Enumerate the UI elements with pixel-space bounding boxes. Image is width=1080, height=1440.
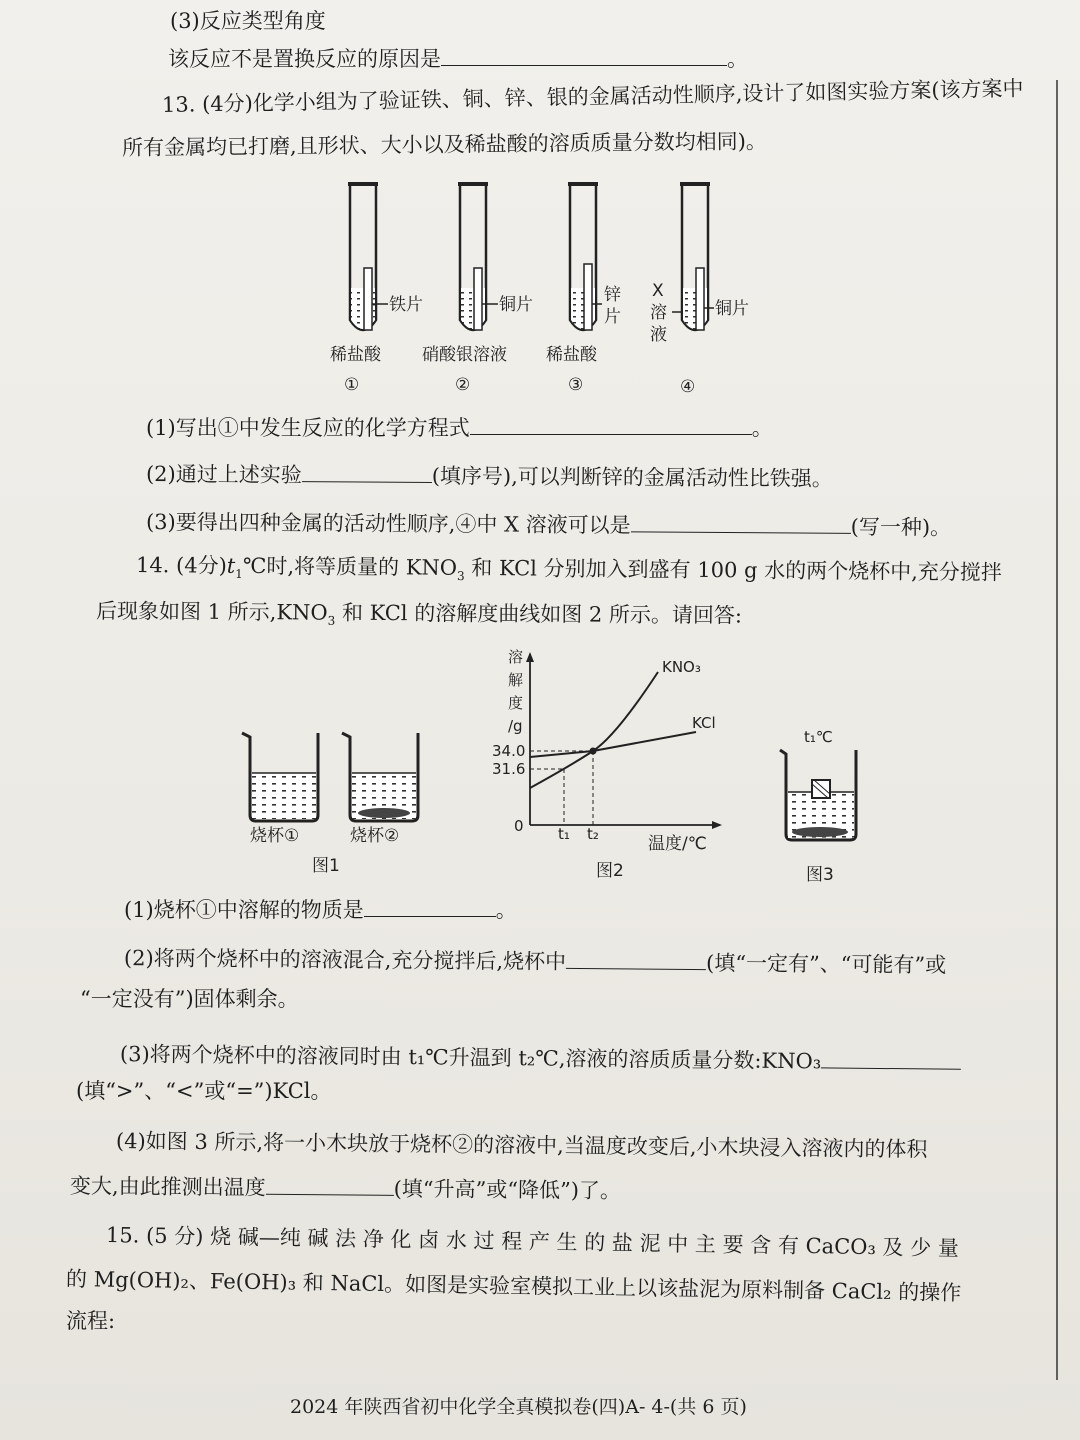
q14-stem-text-d: 和 KCl 的溶解度曲线如图 2 所示。请回答:: [335, 600, 743, 628]
fig1-caption: 图1: [312, 856, 340, 876]
answer-blank[interactable]: [821, 1047, 961, 1069]
q13-part3-text-a: (3)要得出四种金属的活动性顺序,④中 X 溶液可以是: [145, 510, 631, 538]
q14-part1-end: 。: [495, 898, 517, 922]
q14-part1-text: (1)烧杯①中溶解的物质是: [124, 898, 364, 922]
x-axis-arrow: [712, 821, 722, 829]
y-axis-arrow: [526, 652, 534, 662]
q14-part1: [124, 896, 517, 923]
page-footer: 2024 年陕西省初中化学全真模拟卷(四)A- 4-(共 6 页): [290, 1396, 747, 1418]
answer-blank[interactable]: [364, 896, 496, 917]
q14-stem-line2: 后现象如图 1 所示$,KNO_3$ 和 KCl 的溶解度曲线如图 2 所示。请回答:: [95, 599, 743, 628]
answer-blank[interactable]: [302, 461, 432, 483]
tube1-number: ①: [344, 375, 360, 395]
q14-stem-line1: 14. (4分)$t_1℃$时,将等质量的 $KNO_3$ 和 KCl 分别加入到盛有 100 g 水的两个烧杯中,充分搅拌: [135, 553, 1002, 585]
fig1-beakers: [230, 725, 440, 885]
q12-part3-text: 该反应不是置换反应的原因是: [168, 47, 441, 71]
intersection-point: [590, 748, 597, 755]
q13-part1-end: 。: [751, 416, 773, 440]
q14-stem-text-b: 和 KCl 分别加入到盛有 100 g 水的两个烧杯中,充分搅拌: [464, 555, 1002, 585]
tube4-solution-char1: X: [652, 281, 664, 301]
tube3-number: ③: [568, 375, 584, 395]
q13-part1: [146, 414, 773, 441]
q13-part2-text-a: (2)通过上述实验: [145, 462, 302, 488]
test-tube-3: [546, 182, 621, 395]
q14-part2-text-b: (填“一定有”、“可能有”或: [705, 951, 947, 978]
q14-part4: (4)如图 3 所示,将一小木块放于烧杯②的溶液中,当温度改变后,小木块浸入溶液内的体积: [115, 1129, 928, 1162]
q12-part3-end: 。: [727, 47, 748, 71]
tube2-metal-label: 铜片: [499, 295, 533, 315]
origin-label: 0: [514, 817, 524, 835]
wood-block: [812, 780, 830, 798]
fig2-caption: 图2: [596, 861, 624, 881]
x-axis-label: 温度/℃: [648, 834, 707, 854]
test-tube-1: [330, 182, 423, 395]
test-tube-2: [422, 182, 533, 395]
answer-blank[interactable]: [441, 45, 727, 66]
q12-part3-heading: (3)反应类型角度: [170, 9, 326, 33]
q14-stem-text-c: 后现象如图 1 所示,KNO: [95, 599, 328, 625]
x-tick-label: t₁: [558, 825, 570, 843]
q13-part3-text-b: (写一种)。: [850, 514, 952, 540]
q14-part3-line2: (填“>”、“<”或“=”)KCl。: [76, 1079, 332, 1103]
q14-stem-text-a: ℃时,将等质量的 KNO: [242, 553, 458, 580]
fig3-caption: 图3: [806, 865, 834, 885]
q14-part4-text-c: (填“升高”或“降低”)了。: [393, 1176, 622, 1203]
q14-stem-number: 14. (4分): [135, 553, 227, 578]
tube3-metal-char2: 片: [604, 307, 621, 327]
series-line-kcl: [530, 732, 696, 757]
q13-part3: [146, 508, 951, 541]
beaker-1: [242, 733, 318, 846]
q13-part1-text: (1)写出①中发生反应的化学方程式: [146, 416, 470, 440]
y-tick-label: 31.6: [492, 760, 526, 778]
tube1-solution-label: 稀盐酸: [330, 345, 381, 365]
y-axis-label-char: 溶: [508, 648, 524, 666]
q14-part4-line2: [70, 1172, 621, 1204]
q15-stem-line1: 15. (5 分) 烧 碱—纯 碱 法 净 化 卤 水 过 程 产 生 的 盐 泥 中 主 要 含 有 CaCO₃ 及 少 量: [105, 1223, 960, 1261]
y-tick-label: 34.0: [492, 742, 526, 760]
series-line-kno3: [530, 672, 658, 788]
answer-blank[interactable]: [266, 1174, 394, 1196]
y-axis-label-char: 解: [508, 671, 524, 689]
y-axis-label-char: /g: [508, 717, 523, 735]
y-axis-label-char: 度: [508, 694, 524, 712]
series-label-kno3: KNO₃: [662, 658, 701, 676]
answer-blank[interactable]: [631, 511, 851, 534]
x-tick-label: t₂: [587, 825, 599, 843]
series-label-kcl: KCl: [692, 714, 716, 732]
tube4-solution-char3: 液: [650, 325, 667, 345]
q14-part4-text-b: 变大,由此推测出温度: [69, 1174, 266, 1200]
test-tube-4: [650, 182, 749, 397]
q13-part2-text-b: (填序号),可以判断锌的金属活动性比铁强。: [431, 463, 833, 491]
q13-stem-line2: 所有金属均已打磨,且形状、大小以及稀盐酸的溶质质量分数均相同)。: [121, 129, 767, 160]
fig2-solubility-chart: [470, 640, 760, 890]
q14-part3: [120, 1040, 961, 1076]
q14-part2-text-a: (2)将两个烧杯中的溶液混合,充分搅拌后,烧杯中: [123, 946, 567, 974]
fig3-temperature-label: t₁℃: [804, 728, 833, 746]
fig3-beaker-with-wood-block: [770, 722, 880, 892]
answer-blank[interactable]: [470, 414, 752, 435]
tube3-metal-char1: 锌: [604, 285, 621, 305]
beaker2-label: 烧杯②: [350, 826, 400, 846]
q12-part3-question: [168, 45, 748, 72]
beaker-2: [342, 733, 418, 846]
beaker1-label: 烧杯①: [250, 826, 300, 846]
tube2-solution-label: 硝酸银溶液: [422, 345, 507, 365]
tube3-solution-label: 稀盐酸: [546, 345, 597, 365]
q15-stem-line2: 的 Mg(OH)₂、Fe(OH)₃ 和 NaCl。如图是实验室模拟工业上以该盐泥为原料制备 CaCl₂ 的操作: [65, 1267, 962, 1306]
page-fold-line: [1056, 80, 1058, 1380]
q13-test-tube-figure: [300, 170, 770, 400]
tube1-metal-label: 铁片: [389, 295, 423, 315]
tube2-number: ②: [455, 375, 471, 395]
answer-blank[interactable]: [566, 948, 706, 970]
q14-part2: [124, 944, 946, 978]
q15-stem-line3: 流程:: [66, 1309, 116, 1333]
q13-stem-line1: 13. (4分)化学小组为了验证铁、铜、锌、银的金属活动性顺序,设计了如图实验方案(该方案中: [161, 76, 1024, 117]
q14-part3-text-a: (3)将两个烧杯中的溶液同时由 t₁℃升温到 t₂℃,溶液的溶质质量分数:KNO₃: [119, 1042, 822, 1074]
tube4-number: ④: [680, 377, 696, 397]
q13-part2: [146, 460, 833, 492]
tube4-solution-char2: 溶: [650, 303, 667, 323]
q14-part2-line2: “一定没有”)固体剩余。: [80, 987, 299, 1011]
tube4-metal-label: 铜片: [715, 299, 749, 319]
